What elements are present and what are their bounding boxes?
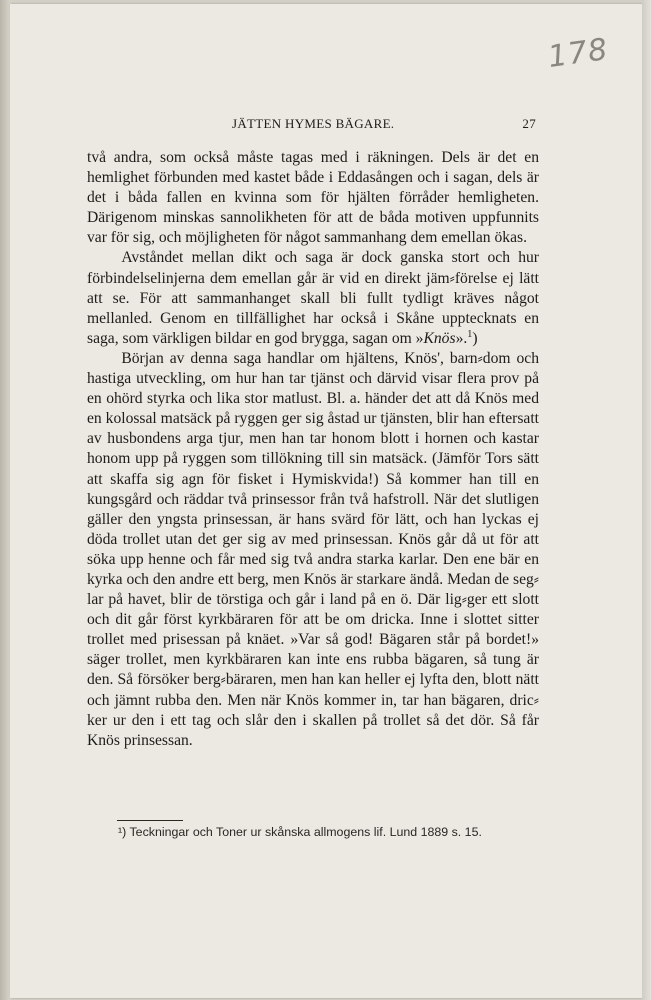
- binding-edge: [0, 0, 10, 1000]
- paragraph-2-end: ».: [455, 329, 468, 347]
- footnote-marker: ¹): [118, 825, 127, 839]
- body-text: [87, 148, 539, 751]
- footnote-text: Teckningar och Toner ur skånska allmogens lif. Lund 1889 s. 15.: [129, 825, 482, 839]
- paragraph-2: [87, 248, 539, 348]
- footnote-reference: 1: [467, 328, 473, 340]
- page-edge: [642, 0, 651, 1000]
- paragraph-2-close: ): [472, 329, 478, 347]
- pencil-folio-number: 178: [545, 31, 611, 76]
- paragraph-2-text: Avståndet mellan dikt och saga är dock ganska stort och hur förbindelselinjerna dem emellan går är vid en direkt jäm⸗förelse ej lätt att se. För att sammanhanget skall bli fullt tydligt kräves något mellanled. Genom en tillfällighet har också i Skåne upptecknats en saga, som värkligen bildar en god brygga, sagan om »: [87, 249, 539, 347]
- running-title: JÄTTEN HYMES BÄGARE.: [232, 116, 395, 131]
- footnote: [118, 825, 482, 839]
- paragraph-3: Början av denna saga handlar om hjältens, Knös', barn⸗dom och hastiga utveckling, om hur han tar tjänst och därvid visar flera prov på en ohörd styrka och lika stor matlust. Bl. a. händer det att då Knös med en kolossal matsäck på ryggen ger sig åstad ur tjänsten, blir han eftersatt av husbondens arga tjur, men han tar honom blott i hornen och kastar honom upp på ryggen som tillökning till sin matsäck. (Jämför Tors sätt att skaffa sig agn för fisket i Hymiskvida!) Så kommer han till en kungsgård och räddar två prinsessor från två hafstroll. När det slutligen gäller den yngsta prinsessan, är hans svärd för lätt, och han lyckas ej döda trollet utan det ger sig av med prinsessan. Knös går då ut för att söka upp henne och får med sig två andra starka karlar. Den ene bär en kyrka och den andre ett berg, men Knös är starkare ändå. Medan de seg⸗lar på havet, blir de törstiga och går i land på en ö. Där lig⸗ger ett slott och dit går först kyrkbäraren för att be om dricka. Inne i slottet sitter trollet med prisessan på knäet. »Var så god! Bägaren står på bordet!» säger trollet, men kyrkbäraren kan inte ens rubba bägaren, så tung är den. Så försöker berg⸗bäraren, men han kan heller ej lyfta den, blott nätt och jämnt rubba den. Men när Knös kommer in, tar han bägaren, dric⸗ker ur den i ett tag och slår den i skallen på trollet så det dör. Så får Knös prinsessan.: [87, 349, 539, 749]
- footnote-rule: [117, 820, 183, 821]
- paragraph-1: två andra, som också måste tagas med i räkningen. Dels är det en hemlighet förbunden med kastet både i Eddasången och i sagan, dels är det i båda fallen en kvinna som för hjälten förråder hemligheten. Därigenom minskas sannolikheten för att de båda motiven uppfunnits var för sig, och möjligheten för något sammanhang dem emellan ökas.: [87, 149, 539, 247]
- page-number: 27: [522, 116, 536, 131]
- saga-title: Knös: [423, 329, 456, 347]
